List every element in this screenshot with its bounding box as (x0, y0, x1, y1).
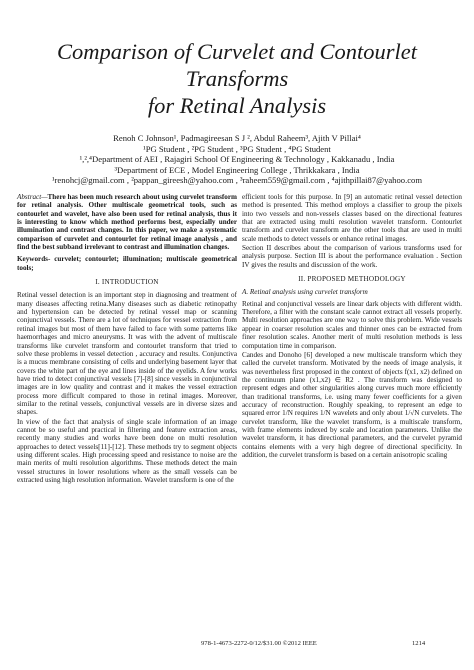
affiliation-line-2: ³Department of ECE , Model Engineering College , Thrikkakara , India (114, 164, 360, 175)
roles-line: ¹PG Student , ²PG Student , ³PG Student , ⁴PG Student (143, 143, 331, 154)
title-line-1: Comparison of Curvelet and Contourlet Transforms (57, 39, 417, 91)
copyright-notice: 978-1-4673-2272-0/12/$31.00 ©2012 IEEE (201, 640, 317, 647)
intro-paragraph-2: In view of the fact that analysis of single scale information of an image cannot be so useful and practical in filtering and feature extraction areas, recently many studies and works have been done on multi resolution approaches to detect vessels[11]-[12]. These methods try to segment objects using different scales. High processing speed and resistance to noise are the main merits of multi resolution algorithms. These methods detect the main vessel structures in lower resolutions where as the small vessels can be extracted using high resolution information. Wavelet transform is one of the (17, 417, 237, 484)
authors-line: Renoh C Johnson¹, Padmagireesan S J ², Abdul Raheem³, Ajith V Pillai⁴ (113, 133, 361, 143)
keywords (17, 255, 237, 272)
author-block (20, 133, 454, 186)
title-line-2: for Retinal Analysis (147, 93, 327, 118)
emails-line: ¹renohcj@gmail.com , ²pappan_gireesh@yahoo.com , ³raheem559@gmail.com , ⁴ajithpillai87@yahoo.com (51, 175, 423, 185)
keywords-lead: Keywords- (17, 255, 55, 264)
section-1-heading: I. INTRODUCTION (95, 278, 159, 287)
abstract-lead: Abstract— (17, 193, 48, 201)
right-paragraph-1: efficient tools for this purpose. In [9] an automatic retinal vessel detection method is presented. This method employs a classifier to group the pixels into two vessels and non-vessels classes based on the directional features that are extracted using multi resolution wavelet transform. Contourlet transform and curvelet transform are the other tools that are used in multi scale methods to detect vessels or enhance retinal images. (242, 193, 462, 243)
subsection-a-heading: A. Retinal analysis using curvelet transform (242, 288, 368, 297)
abstract-body: There has been much research about using curvelet transform for retinal analysis. Other multiscale geometrical tools, such as contourlet and wavelet, have also been used for retinal analysis, thus it is interesting to know which method performs best, especially under illumination and contrast changes. In this paper, we make a systematic comparison of curvelet and contourlet for retinal image analysis , and find the best subband irrelevant to contrast and illumination changes. (17, 193, 237, 252)
left-column (17, 193, 237, 485)
keywords-body: curvelet; contourlet; illumination; multiscale geometrical tools; (17, 255, 237, 272)
abstract (17, 193, 237, 251)
right-paragraph-3: Retinal and conjunctival vessels are linear dark objects with different width. Therefore, a filter with the constant scale cannot extract all vessels properly. Multi resolution approaches are one way to solve this problem. Wide vessels appear in coarser resolution scales and thinner ones can be extracted from finer resolution scales. Another merit of multi resolution methods is less computation time in comparison. (242, 299, 462, 350)
right-paragraph-2: Section II describes about the comparison of various transforms used for analysis purpose. Section III is about the performance evaluation . Section IV gives the results and discussion of the work. (242, 244, 462, 269)
intro-paragraph-1: Retinal vessel detection is an important step in diagnosing and treatment of many diseases affecting retina.Many diseases such as diabetic retinopathy and hypertension can be detected by retinal vessel map or scanning conjunctival vessels. There are a lot of techniques for vessel extraction from retinal images but most of them have failed to face with some patterns like haemorrhages and micro aneurysms. It was with the advent of multiscale transforms like curvelet transform and contourlet transform that tried to solve these problems in vessel detection , accuracy and results. Conjunctiva is a mucus membrane consisting of cells and underlying basement layer that covers the white part of the eye and lines inside of the eyelids. A few works have tried to detect conjunctival vessels [7]-[8] since vessels in conjunctival images are in low quality and contrast and it makes the vessel extraction process more difficult compared to those in retinal images. Moreover, similar to the retinal vessels, conjunctival vessels are in diverse sizes and shapes. (17, 291, 237, 417)
page-number: 1214 (412, 640, 426, 647)
right-column (242, 193, 462, 460)
affiliation-line-1: ¹,²,⁴Department of AEI , Rajagiri School Of Engineering & Technology , Kakkanadu , India (79, 154, 395, 164)
right-paragraph-4: Candes and Donoho [6] developed a new multiscale transform which they called the curvelet transform. Motivated by the needs of image analysis, it was nevertheless first proposed in the context of objects f(x1, x2) defined on the continuum plane (x1,x2) ∈ R2 . The transform was designed to represent edges and other singularities along curves much more efficiently than traditional transforms, i.e. using many fewer coefficients for a given accuracy of reconstruction. Roughly speaking, to represent an edge to squared error 1/N requires 1/N wavelets and only about 1/√N curvelets. The curvelet transform, like the wavelet transform, is a multiscale transform, with frame elements indexed by scale and location parameters. Unlike the wavelet transform, it has directional parameters, and the curvelet pyramid contains elements with a very high degree of directional specificity. In addition, the curvelet transform is based on a certain anisotropic scaling (242, 350, 462, 459)
paper-title (20, 38, 454, 119)
section-2-heading: II. PROPOSED METHODOLOGY (298, 275, 406, 284)
